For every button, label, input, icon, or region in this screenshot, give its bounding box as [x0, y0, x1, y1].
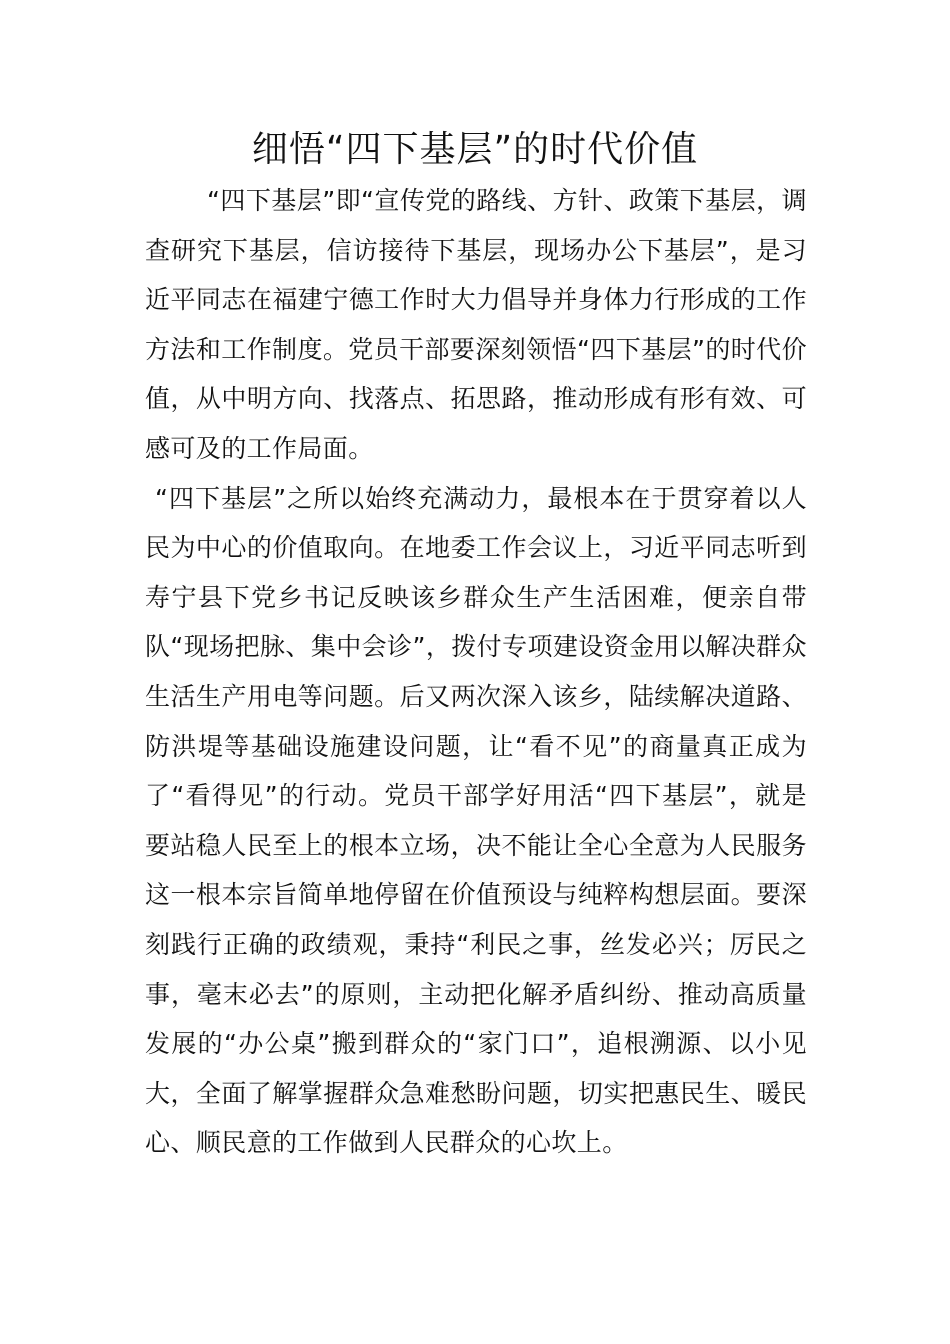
paragraph-2: “四下基层”之所以始终充满动力，最根本在于贯穿着以人民为中心的价值取向。在地委工作会议上，习近平同志听到寿宁县下党乡书记反映该乡群众生产生活困难，便亲自带队“现场把脉、集中会诊”，拨付专项建设资金用以解决群众生活生产用电等问题。后又两次深入该乡，陆续解决道路、防洪堤等基础设施建设问题，让“看不见”的商量真正成为了“看得见”的行动。党员干部学好用活“四下基层”，就是要站稳人民至上的根本立场，决不能让全心全意为人民服务这一根本宗旨简单地停留在价值预设与纯粹构想层面。要深刻践行正确的政绩观，秉持“利民之事，丝发必兴；厉民之事，毫末必去”的原则，主动把化解矛盾纠纷、推动高质量发展的“办公桌”搬到群众的“家门口”，追根溯源、以小见大，全面了解掌握群众急难愁盼问题，切实把惠民生、暖民心、顺民意的工作做到人民群众的心坎上。 — [145, 483, 807, 1158]
document-body — [145, 176, 807, 1168]
document-title: 细悟“四下基层”的时代价值 — [251, 129, 699, 170]
paragraph-1: “四下基层”即“宣传党的路线、方针、政策下基层，调查研究下基层，信访接待下基层，现场办公下基层”，是习近平同志在福建宁德工作时大力倡导并身体力行形成的工作方法和工作制度。党员干部要深刻领悟“四下基层”的时代价值，从中明方向、找落点、拓思路，推动形成有形有效、可感可及的工作局面。 — [145, 186, 807, 463]
